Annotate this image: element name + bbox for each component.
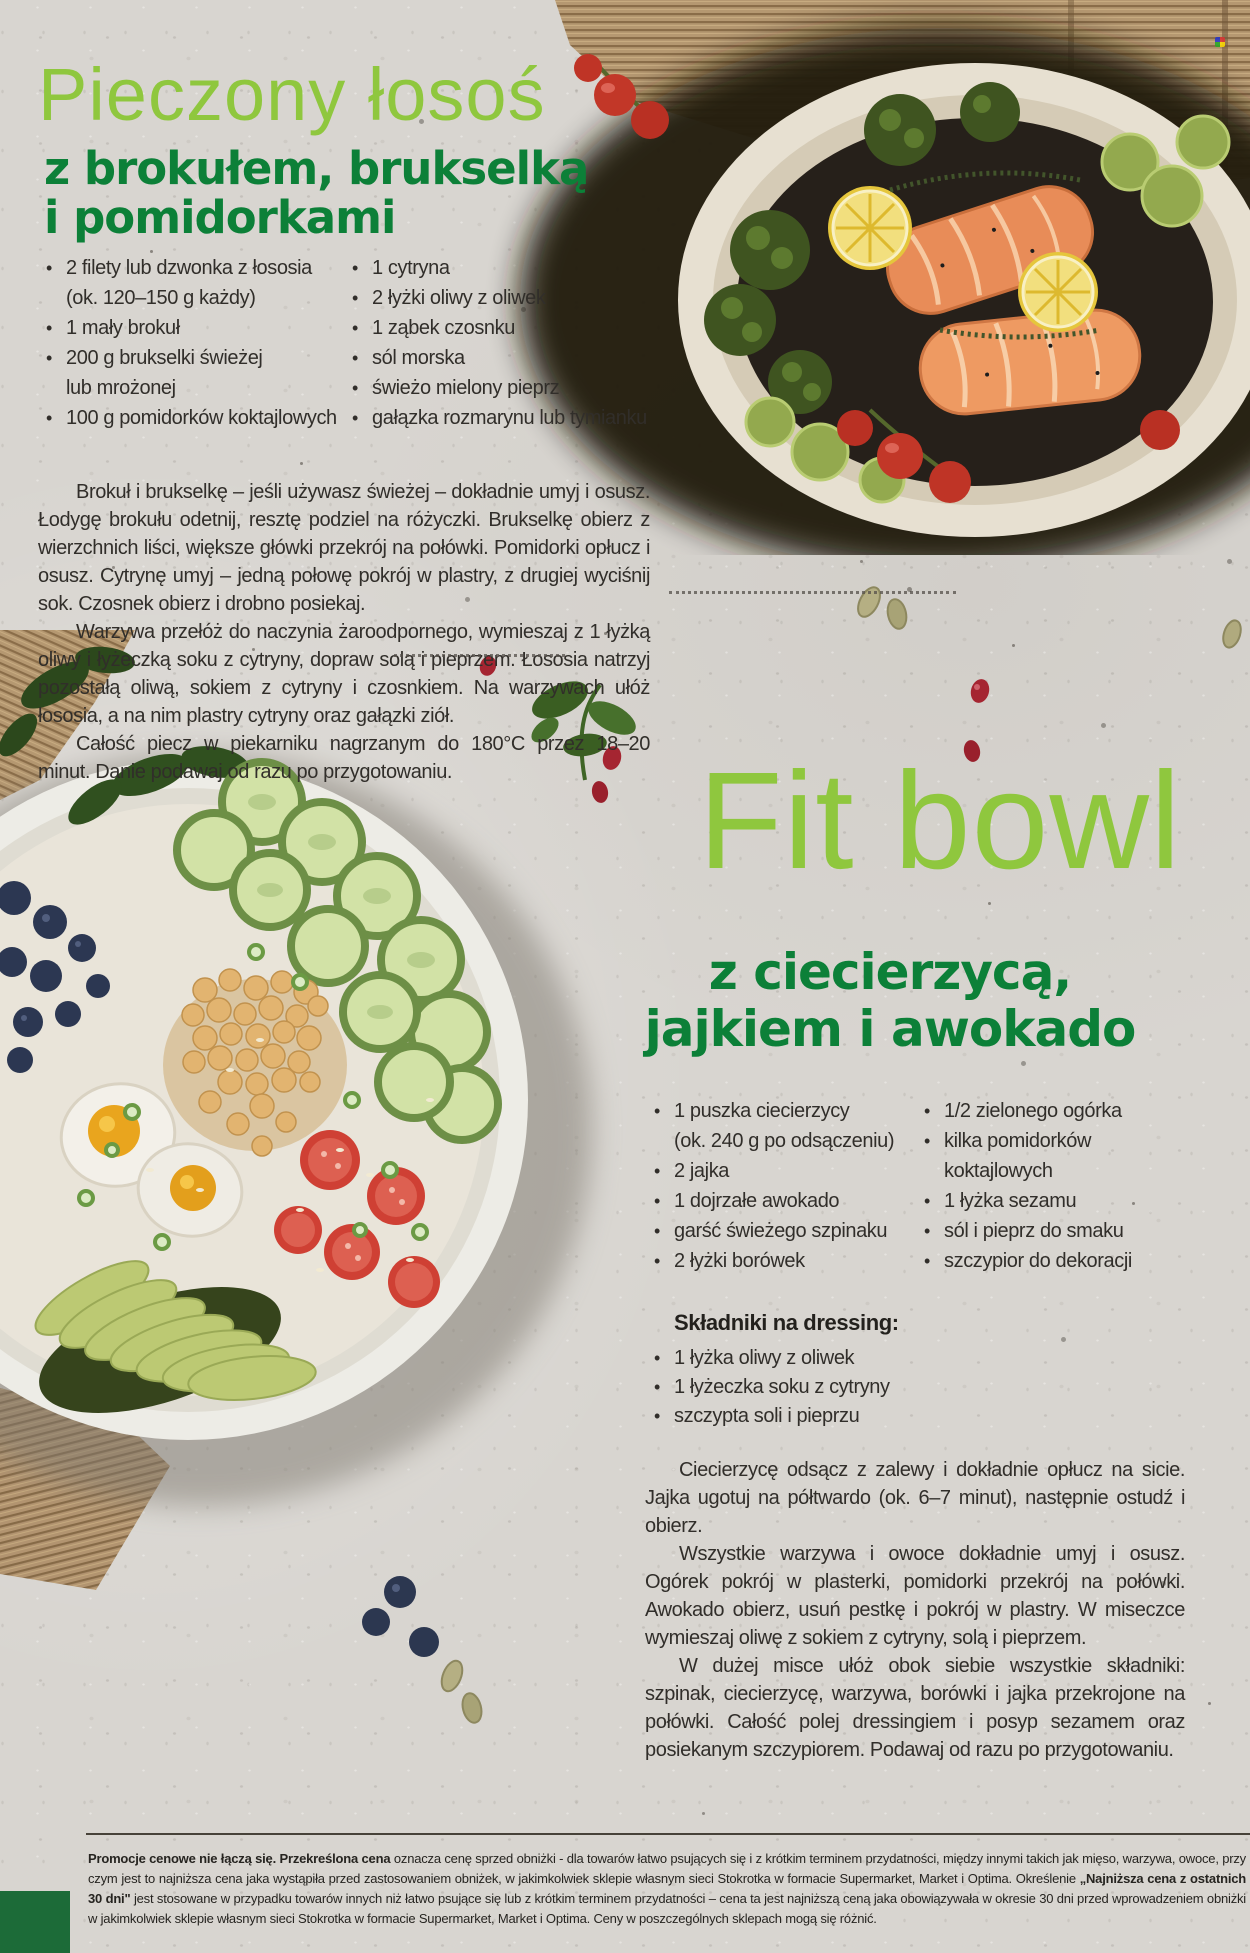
instruction-paragraph: Ciecierzycę odsącz z zalewy i dokładnie opłucz na sicie. Jajka ugotuj na półtwardo (ok. 6–7 minut), następnie ostudź i obierz. bbox=[645, 1459, 1185, 1537]
ingredient-item: • 2 łyżki oliwy z oliwek bbox=[350, 283, 650, 313]
ingredient-item: • świeżo mielony pieprz bbox=[350, 373, 650, 403]
instruction-paragraph: W dużej misce ułóż obok siebie wszystkie składniki: szpinak, ciecierzycę, warzywa, borówki i jajka przekrojone na połówki. Całość polej dressingiem i posyp sezamem oraz posiekanym szczypiorem. Podawaj od razu po przygotowaniu. bbox=[645, 1655, 1185, 1761]
recipe-fitbowl-title-line2: jajkiem i awokado bbox=[644, 1000, 1136, 1058]
dressing-item: • szczypta soli i pieprzu bbox=[652, 1402, 952, 1431]
instruction-paragraph: Warzywa przełóż do naczynia żaroodpornego, wymieszaj z 1 łyżką oliwy i łyżeczką soku z cytryny, dopraw solą i pieprzem. Łososia natrzyj pozostałą oliwą, sokiem z cytryny i czosnkiem. Na warzywach ułóż łososia, a na nim plastry cytryny oraz gałązki ziół. bbox=[38, 621, 650, 727]
salmon-ingredients-col1 bbox=[44, 253, 344, 433]
page-corner-green-block bbox=[0, 1891, 70, 1953]
salmon-instructions bbox=[38, 478, 650, 786]
dressing-item: • 1 łyżeczka soku z cytryny bbox=[652, 1373, 952, 1402]
legal-text-bold: „Najniższa cena z ostatnich 30 dni" bbox=[88, 1871, 1246, 1906]
legal-text: jest stosowane w przypadku towarów innych niż łatwo psujące się lub z krótkim terminem przydatności – cena ta jest najniższą ceną jaka obowiązywała w okresie 30 dni przed wprowadzeniem obniżki w jakimkolwiek sklepie własnym sieci Stokrotka w formacie Supermarket, Market i Optima. Ceny w poszczególnych sklepach mogą się różnić. bbox=[88, 1891, 1246, 1926]
recipe-salmon-title-bold bbox=[44, 144, 588, 242]
print-registration-mark bbox=[1215, 37, 1225, 47]
dressing-item: • 1 łyżka oliwy z oliwek bbox=[652, 1344, 952, 1373]
ingredient-item: • 2 łyżki borówek bbox=[652, 1246, 912, 1276]
ingredient-item: • sól morska bbox=[350, 343, 650, 373]
ingredient-item: • 1 cytryna bbox=[350, 253, 650, 283]
ingredient-item: • 1 ząbek czosnku bbox=[350, 313, 650, 343]
instruction-paragraph: Całość piecz w piekarniku nagrzanym do 180°C przez 18–20 minut. Danie podawaj od razu po przygotowaniu. bbox=[38, 733, 650, 783]
pumpkin-seeds-loose bbox=[438, 1658, 485, 1725]
ingredient-item: • kilka pomidorków koktajlowych bbox=[922, 1126, 1202, 1186]
legal-text-bold: Promocje cenowe nie łączą się. Przekreślona cena bbox=[88, 1851, 394, 1866]
salmon-ingredients-col2 bbox=[350, 253, 650, 433]
fitbowl-instructions bbox=[645, 1456, 1185, 1764]
instruction-paragraph: Brokuł i brukselkę – jeśli używasz świeżej – dokładnie umyj i osusz. Łodygę brokułu odetnij, resztę podziel na różyczki. Brukselkę obierz z wierzchnich liści, większe główki przekrój na połówki. Pomidorki opłucz i osusz. Cytrynę umyj – jedną połowę pokrój w plastry, z drugiej wyciśnij sok. Czosnek obierz i drobno posiekaj. bbox=[38, 481, 650, 615]
ingredient-item: • 1 łyżka sezamu bbox=[922, 1186, 1202, 1216]
ingredient-item: • 2 filety lub dzwonka z łososia (ok. 120–150 g każdy) bbox=[44, 253, 344, 313]
ingredient-item: • 1 mały brokuł bbox=[44, 313, 344, 343]
pumpkin-seed bbox=[1215, 612, 1250, 657]
recipe-fitbowl-title-script: Fit bowl bbox=[698, 744, 1182, 898]
ingredient-item: • garść świeżego szpinaku bbox=[652, 1216, 912, 1246]
legal-text: oznacza cenę sprzed obniżki - dla towarów łatwo psujących się i z krótkim terminem przydatności, między innymi takich jak mięso, warzywa, owoce, przy czym jest to najniższa cena jaka wystąpiła przed zastosowaniem obniżek, w jakimkolwiek sklepie własnym sieci Stokrotka w formacie Supermarket, Market i Optima. Określenie bbox=[88, 1851, 1246, 1886]
ingredient-item: • 1 puszka ciecierzycy (ok. 240 g po odsączeniu) bbox=[652, 1096, 912, 1156]
ingredient-item: • 100 g pomidorków koktajlowych bbox=[44, 403, 344, 433]
instruction-paragraph: Wszystkie warzywa i owoce dokładnie umyj i osusz. Ogórek pokrój w plasterki, pomidorki przekrój na połówki. Awokado obierz, usuń pestkę i pokrój w plastry. W miseczce wymieszaj oliwę z sokiem z cytryny, solą i pieprzem. bbox=[645, 1543, 1185, 1649]
dotted-line-decoration bbox=[669, 591, 956, 594]
ingredient-item: • 2 jajka bbox=[652, 1156, 912, 1186]
ingredient-item: • sól i pieprz do smaku bbox=[922, 1216, 1202, 1246]
recipe-salmon-title-line2: i pomidorkami bbox=[44, 191, 396, 244]
dotted-line-decoration bbox=[394, 654, 565, 657]
ingredient-item: • szczypior do dekoracji bbox=[922, 1246, 1202, 1276]
fit-bowl-photo bbox=[0, 630, 645, 1750]
fitbowl-ingredients-col2 bbox=[922, 1096, 1202, 1276]
footer-legal-text bbox=[88, 1849, 1246, 1929]
ingredient-item: • 1 dojrzałe awokado bbox=[652, 1186, 912, 1216]
blueberries-loose bbox=[362, 1576, 439, 1657]
ingredient-item: • gałązka rozmarynu lub tymianku bbox=[350, 403, 650, 433]
dressing-ingredients bbox=[652, 1344, 952, 1431]
recipe-salmon-title-line1: z brokułem, brukselką bbox=[44, 142, 589, 195]
footer-divider bbox=[86, 1833, 1250, 1835]
dressing-header: Składniki na dressing: bbox=[674, 1310, 899, 1335]
concrete-speckles bbox=[0, 0, 3, 3]
ingredient-item: • 1/2 zielonego ogórka bbox=[922, 1096, 1202, 1126]
recipe-fitbowl-title-line1: z ciecierzycą, bbox=[708, 943, 1072, 1001]
recipe-fitbowl-title-bold bbox=[640, 944, 1140, 1058]
recipe-salmon-title-script: Pieczony łosoś bbox=[38, 53, 546, 136]
ingredient-item: • 200 g brukselki świeżej lub mrożonej bbox=[44, 343, 344, 403]
fitbowl-ingredients-col1 bbox=[652, 1096, 912, 1276]
